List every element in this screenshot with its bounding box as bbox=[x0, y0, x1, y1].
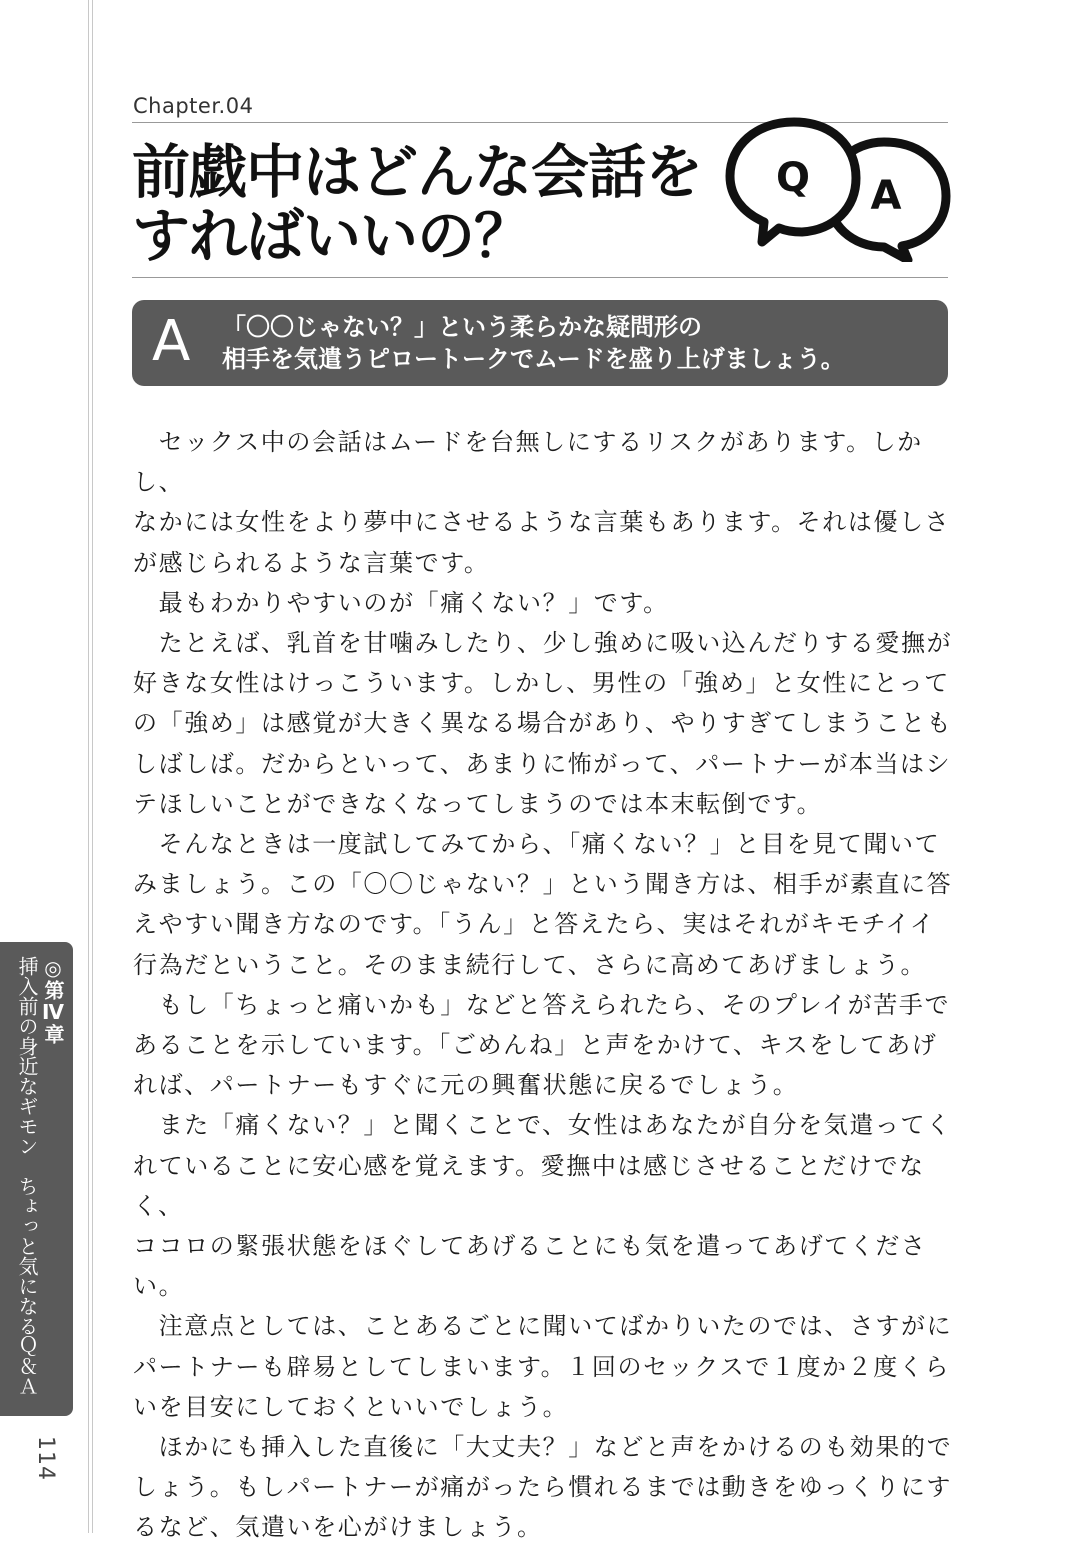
chapter-label: Chapter.04 bbox=[133, 94, 254, 118]
body-line: そんなときは一度試してみてから、「痛くない？」と目を見て聞いて bbox=[158, 830, 941, 859]
body-line: ほかにも挿入した直後に「大丈夫？」などと声をかけるのも効果的で bbox=[158, 1433, 953, 1462]
side-tab-subtitle: 挿入前の身近なギモン ちょっと気になるＱ＆Ａ bbox=[15, 956, 39, 1396]
question-bubble-icon bbox=[730, 122, 856, 242]
body-line: るなど、気遣いを心がけましょう。 bbox=[133, 1513, 543, 1542]
body-line: あることを示しています。「ごめんね」と声をかけて、キスをしてあげ bbox=[133, 1031, 938, 1060]
body-line: しょう。もしパートナーが痛がったら慣れるまでは動きをゆっくりにす bbox=[133, 1473, 952, 1502]
body-line: もし「ちょっと痛いかも」などと答えられたら、そのプレイが苦手で bbox=[158, 990, 951, 1019]
body-line: えやすい聞き方なのです。「うん」と答えたら、実はそれがキモチイイ bbox=[133, 910, 936, 939]
body-line: 最もわかりやすいのが「痛くない？」です。 bbox=[158, 588, 669, 617]
body-line: ココロの緊張状態をほぐしてあげることにも気を遣ってあげてください。 bbox=[133, 1232, 927, 1301]
answer-letter: A bbox=[152, 309, 191, 374]
body-line: たとえば、乳首を甘噛みしたり、少し強めに吸い込んだりする愛撫が bbox=[158, 629, 953, 658]
side-tab-chapter: ◎第Ⅳ章 bbox=[41, 956, 65, 1044]
page-margin-line-inner bbox=[92, 0, 93, 1533]
body-line: が感じられるような言葉です。 bbox=[133, 548, 490, 577]
answer-line-1: 「〇〇じゃない？」という柔らかな疑問形の bbox=[222, 313, 702, 341]
answer-summary-text bbox=[222, 311, 942, 375]
question-bubble-letter: Q bbox=[775, 155, 811, 201]
answer-bubble-letter: A bbox=[870, 173, 902, 219]
answer-summary-box bbox=[132, 300, 948, 386]
body-line: 好きな女性はけっこういます。しかし、男性の「強め」と女性にとって bbox=[133, 669, 950, 698]
body-line: パートナーも辟易としてしまいます。１回のセックスで１度か２度くら bbox=[133, 1352, 951, 1381]
body-line: テほしいことができなくなってしまうのでは本末転倒です。 bbox=[133, 789, 823, 818]
title-line-1: 前戯中はどんな会話を bbox=[132, 138, 703, 206]
body-line: 行為だということ。そのまま続行して、さらに高めてあげましょう。 bbox=[133, 950, 927, 979]
title-line-2: すればいいの？ bbox=[132, 202, 532, 270]
article-body bbox=[133, 422, 969, 1548]
body-line: なかには女性をより夢中にさせるような言葉もあります。それは優しさ bbox=[133, 508, 951, 537]
body-line: みましょう。この「〇〇じゃない？」という聞き方は、相手が素直に答 bbox=[133, 870, 953, 899]
body-line: また「痛くない？」と聞くことで、女性はあなたが自分を気遣ってく bbox=[158, 1111, 952, 1140]
body-line: セックス中の会話はムードを台無しにするリスクがあります。しかし、 bbox=[133, 428, 923, 497]
page-number: 114 bbox=[33, 1436, 58, 1481]
body-line: いを目安にしておくといいでしょう。 bbox=[133, 1392, 569, 1421]
body-line: しばしば。だからといって、あまりに怖がって、パートナーが本当はシ bbox=[133, 749, 952, 778]
qa-speech-bubbles-icon bbox=[724, 114, 952, 262]
chapter-side-tab-text bbox=[10, 956, 66, 1406]
page-title bbox=[132, 140, 732, 268]
page-margin-line bbox=[88, 0, 89, 1533]
body-line: れば、パートナーもすぐに元の興奮状態に戻るでしょう。 bbox=[133, 1071, 799, 1100]
title-rule bbox=[132, 277, 948, 278]
answer-line-2: 相手を気遣うピロートークでムードを盛り上げましょう。 bbox=[222, 345, 845, 373]
body-line: れていることに安心感を覚えます。愛撫中は感じさせることだけでなく、 bbox=[133, 1151, 925, 1220]
body-line: 注意点としては、ことあるごとに聞いてばかりいたのでは、さすがに bbox=[158, 1312, 953, 1341]
body-line: の「強め」は感覚が大きく異なる場合があり、やりすぎてしまうことも bbox=[133, 709, 953, 738]
